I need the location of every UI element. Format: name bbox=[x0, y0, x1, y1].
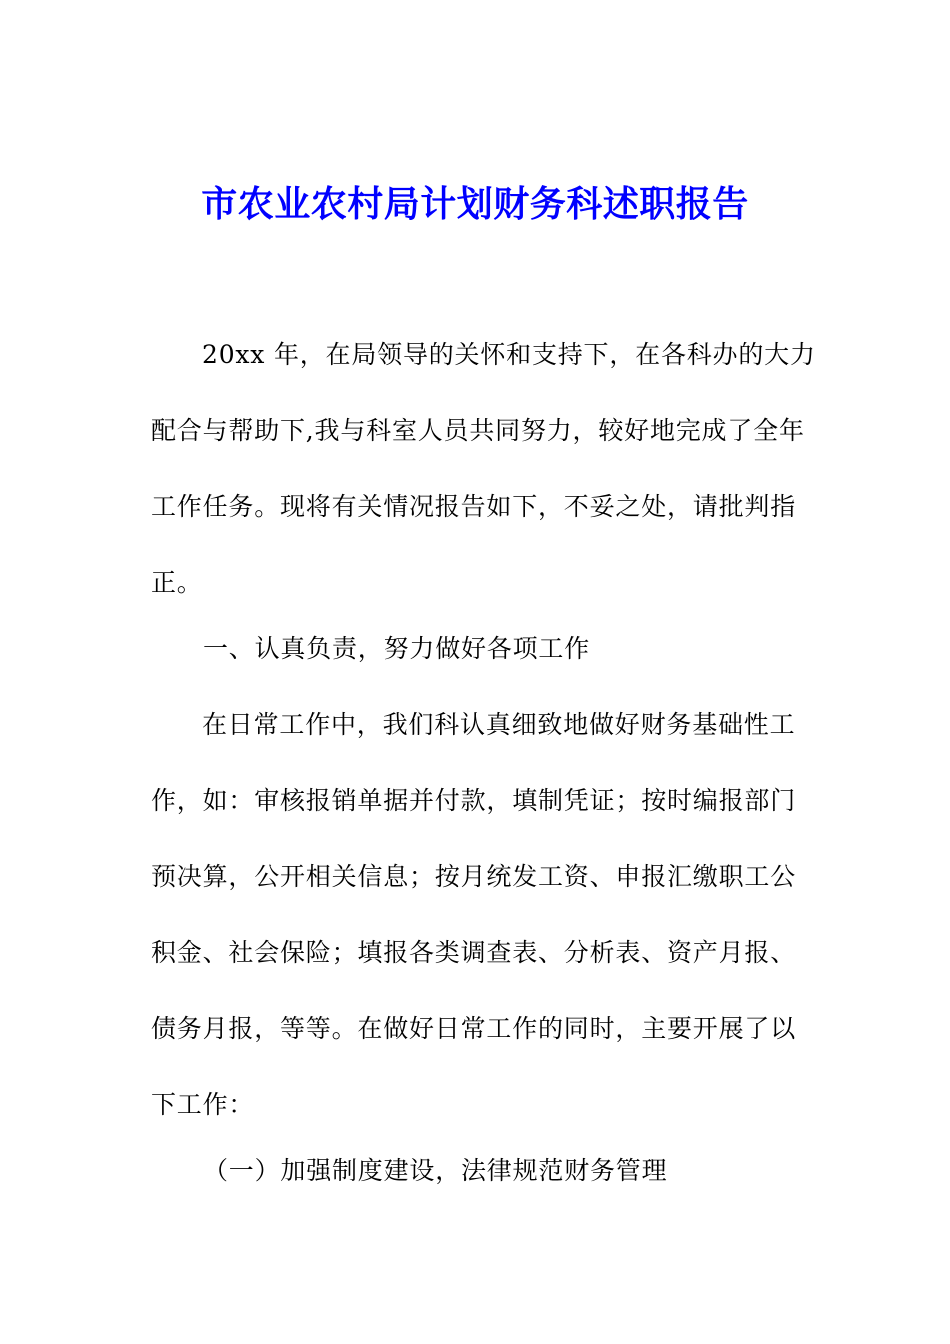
paragraph-line: 在日常工作中，我们科认真细致地做好财务基础性工 bbox=[202, 710, 796, 739]
paragraph-line: 配合与帮助下,我与科室人员共同努力，较好地完成了全年 bbox=[151, 416, 805, 445]
paragraph-line: 正。 bbox=[151, 568, 203, 597]
paragraph-line: 工作任务。现将有关情况报告如下，不妥之处，请批判指 bbox=[151, 492, 797, 521]
paragraph-line: 下工作： bbox=[151, 1090, 255, 1119]
paragraph-line: 债务月报，等等。在做好日常工作的同时，主要开展了以 bbox=[151, 1014, 797, 1043]
paragraph-intro bbox=[151, 317, 816, 621]
section-heading: 一、认真负责，努力做好各项工作 bbox=[203, 634, 591, 663]
paragraph-line: 预决算，公开相关信息；按月统发工资、申报汇缴职工公 bbox=[151, 862, 797, 891]
subsection-heading: （一）加强制度建设，法律规范财务管理 bbox=[203, 1156, 668, 1185]
paragraph-line: 作，如：审核报销单据并付款，填制凭证；按时编报部门 bbox=[151, 786, 797, 815]
paragraph-line: 积金、社会保险；填报各类调查表、分析表、资产月报、 bbox=[151, 938, 797, 967]
document-title: 市农业农村局计划财务科述职报告 bbox=[201, 183, 749, 225]
paragraph-daily-work bbox=[151, 687, 811, 1143]
paragraph-line: 20xx 年，在局领导的关怀和支持下，在各科办的大力 bbox=[202, 340, 816, 369]
